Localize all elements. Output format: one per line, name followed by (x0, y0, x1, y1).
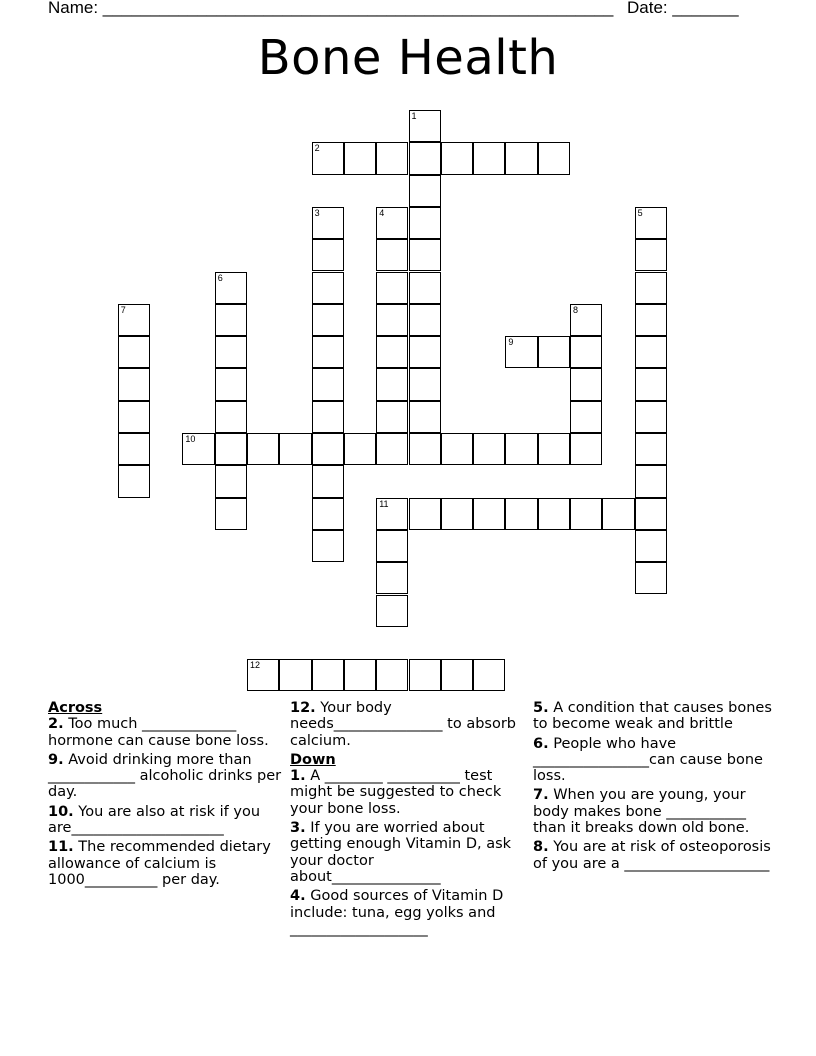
grid-cell[interactable] (312, 207, 344, 239)
cell-number: 4 (379, 207, 385, 218)
clues-column-3 (533, 700, 773, 875)
grid-cell[interactable] (312, 498, 344, 530)
clue-item (48, 716, 284, 749)
clue-item (290, 820, 526, 885)
cell-number: 6 (217, 272, 223, 283)
grid-cell[interactable] (376, 433, 408, 465)
clue-item (290, 700, 526, 749)
cell-number: 9 (508, 337, 514, 348)
grid-cell[interactable] (570, 368, 602, 400)
grid-cell[interactable] (118, 465, 150, 497)
clue-number: 3. (290, 820, 306, 837)
grid-cell[interactable] (602, 498, 634, 530)
grid-cell[interactable] (182, 433, 214, 465)
grid-cell[interactable] (635, 530, 667, 562)
grid-cell[interactable] (215, 368, 247, 400)
grid-cell[interactable] (538, 433, 570, 465)
grid-cell[interactable] (441, 142, 473, 174)
grid-cell[interactable] (505, 142, 537, 174)
grid-cell[interactable] (376, 595, 408, 627)
grid-cell[interactable] (570, 304, 602, 336)
clue-text: People who have ________________can cause bone loss. (533, 735, 763, 785)
grid-cell[interactable] (473, 498, 505, 530)
grid-cell[interactable] (570, 433, 602, 465)
clue-text: When you are young, your body makes bone ___________ than it breaks down old bone. (533, 787, 750, 837)
clue-number: 6. (533, 735, 549, 752)
grid-cell[interactable] (215, 336, 247, 368)
grid-cell[interactable] (505, 433, 537, 465)
clue-item (533, 787, 773, 836)
clue-text: You are also at risk if you are_____________________ (48, 803, 261, 837)
grid-cell[interactable] (215, 433, 247, 465)
across-heading: Across (48, 700, 103, 716)
grid-cell[interactable] (312, 401, 344, 433)
clue-item (290, 768, 526, 817)
grid-cell[interactable] (376, 562, 408, 594)
grid-cell[interactable] (247, 659, 279, 691)
clue-number: 4. (290, 888, 306, 905)
clue-text: A condition that causes bones to become weak and brittle (533, 700, 772, 733)
clue-text: A ________ __________ test might be suggested to check your bone loss. (290, 768, 502, 817)
grid-cell[interactable] (473, 659, 505, 691)
cell-number: 10 (185, 434, 196, 444)
clue-text: The recommended dietary allowance of calcium is 1000__________ per day. (48, 839, 271, 888)
grid-cell[interactable] (118, 336, 150, 368)
grid-cell[interactable] (409, 304, 441, 336)
cell-number: 11 (379, 498, 389, 509)
grid-cell[interactable] (473, 142, 505, 174)
grid-cell[interactable] (409, 239, 441, 271)
grid-cell[interactable] (409, 272, 441, 304)
grid-cell[interactable] (312, 433, 344, 465)
page-title: Bone Health (257, 30, 559, 86)
clue-text: Avoid drinking more than ____________ alcoholic drinks per day. (48, 751, 282, 801)
grid-cell[interactable] (376, 498, 408, 530)
grid-cell[interactable] (409, 498, 441, 530)
clues-column-1 (48, 700, 284, 891)
clues-column-2 (290, 700, 526, 940)
clue-number: 10. (48, 803, 74, 820)
name-line: Name: ______________________________________________________ (48, 0, 614, 17)
clue-item (533, 700, 773, 733)
grid-cell[interactable] (635, 272, 667, 304)
clue-number: 2. (48, 716, 64, 733)
grid-cell[interactable] (635, 498, 667, 530)
grid-cell[interactable] (118, 401, 150, 433)
grid-cell[interactable] (409, 659, 441, 691)
grid-cell[interactable] (312, 304, 344, 336)
grid-cell[interactable] (312, 530, 344, 562)
grid-cell[interactable] (247, 433, 279, 465)
grid-cell[interactable] (312, 336, 344, 368)
grid-cell[interactable] (635, 336, 667, 368)
grid-cell[interactable] (570, 336, 602, 368)
cell-number: 7 (120, 304, 126, 315)
clue-item (290, 888, 526, 937)
grid-cell[interactable] (570, 401, 602, 433)
clue-text: Your body needs_______________ to absorb calcium. (290, 700, 516, 749)
grid-cell[interactable] (441, 659, 473, 691)
grid-cell[interactable] (118, 433, 150, 465)
grid-cell[interactable] (441, 433, 473, 465)
cell-number: 5 (637, 207, 643, 218)
grid-cell[interactable] (505, 498, 537, 530)
grid-cell[interactable] (635, 368, 667, 400)
clue-text: Good sources of Vitamin D include: tuna, egg yolks and ___________________ (290, 888, 504, 937)
grid-cell[interactable] (409, 336, 441, 368)
grid-cell[interactable] (635, 433, 667, 465)
clue-number: 5. (533, 700, 549, 716)
grid-cell[interactable] (376, 272, 408, 304)
down-heading: Down (290, 751, 336, 768)
grid-cell[interactable] (538, 498, 570, 530)
grid-cell[interactable] (635, 304, 667, 336)
grid-cell[interactable] (312, 142, 344, 174)
grid-cell[interactable] (635, 465, 667, 497)
grid-cell[interactable] (538, 336, 570, 368)
clue-number: 7. (533, 787, 549, 804)
date-line: Date: _______ (627, 0, 739, 17)
grid-cell[interactable] (635, 239, 667, 271)
grid-cell[interactable] (215, 304, 247, 336)
cell-number: 1 (411, 111, 417, 121)
grid-cell[interactable] (215, 272, 247, 304)
grid-cell[interactable] (409, 401, 441, 433)
grid-cell[interactable] (312, 465, 344, 497)
clue-item (48, 839, 284, 888)
grid-cell[interactable] (215, 465, 247, 497)
grid-cell[interactable] (312, 368, 344, 400)
clue-number: 9. (48, 751, 64, 768)
cell-number: 8 (573, 304, 579, 315)
clue-number: 12. (290, 700, 316, 716)
cell-number: 3 (314, 207, 320, 218)
grid-cell[interactable] (376, 207, 408, 239)
grid-cell[interactable] (118, 368, 150, 400)
grid-cell[interactable] (570, 498, 602, 530)
grid-cell[interactable] (344, 142, 376, 174)
grid-cell[interactable] (376, 142, 408, 174)
grid-cell[interactable] (409, 207, 441, 239)
grid-cell[interactable] (635, 562, 667, 594)
grid-cell[interactable] (635, 401, 667, 433)
grid-cell[interactable] (409, 433, 441, 465)
grid-cell[interactable] (344, 659, 376, 691)
grid-cell[interactable] (376, 304, 408, 336)
grid-cell[interactable] (473, 433, 505, 465)
grid-cell[interactable] (441, 498, 473, 530)
grid-cell[interactable] (279, 433, 311, 465)
clue-item (48, 804, 284, 837)
grid-cell[interactable] (279, 659, 311, 691)
clue-text: You are at risk of osteoporosis of you are a ____________________ (533, 839, 771, 872)
clue-item (533, 736, 773, 785)
grid-cell[interactable] (312, 272, 344, 304)
grid-cell[interactable] (505, 336, 537, 368)
grid-cell[interactable] (312, 239, 344, 271)
grid-cell[interactable] (635, 207, 667, 239)
clue-item (48, 752, 284, 801)
grid-cell[interactable] (215, 401, 247, 433)
cell-number: 2 (314, 143, 320, 154)
grid-cell[interactable] (376, 368, 408, 400)
grid-cell[interactable] (409, 142, 441, 174)
grid-cell[interactable] (312, 659, 344, 691)
grid-cell[interactable] (344, 433, 376, 465)
grid-cell[interactable] (376, 659, 408, 691)
grid-cell[interactable] (409, 110, 441, 142)
grid-cell[interactable] (118, 304, 150, 336)
grid-cell[interactable] (376, 401, 408, 433)
clue-text: If you are worried about getting enough Vitamin D, ask your doctor about_______________ (290, 820, 512, 885)
clue-number: 8. (533, 839, 549, 856)
clue-item (533, 839, 773, 872)
cell-number: 12 (250, 660, 261, 671)
grid-cell[interactable] (376, 336, 408, 368)
grid-cell[interactable] (409, 368, 441, 400)
grid-cell[interactable] (538, 142, 570, 174)
clue-text: Too much _____________ hormone can cause bone loss. (48, 716, 269, 749)
clue-number: 1. (290, 768, 306, 785)
clue-number: 11. (48, 839, 74, 856)
grid-cell[interactable] (376, 239, 408, 271)
grid-cell[interactable] (215, 498, 247, 530)
grid-cell[interactable] (409, 175, 441, 207)
grid-cell[interactable] (376, 530, 408, 562)
